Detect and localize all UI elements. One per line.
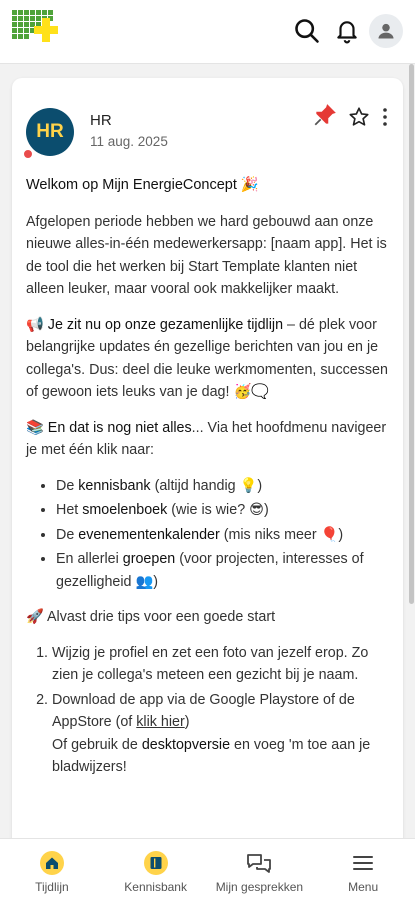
nav-label: Mijn gesprekken [215,880,304,894]
more-vertical-icon[interactable] [378,106,392,128]
megaphone-icon: 📢 [26,316,44,333]
pin-icon[interactable] [312,102,338,128]
list-item: • Het smoelenboek (wie is wie? 😎) [56,499,394,522]
avatar-badge-icon [22,148,34,160]
klik-hier-link[interactable]: klik hier [136,714,185,730]
top-bar [0,0,415,64]
tips-title: 🚀 Alvast drie tips voor een goede start [26,609,276,625]
post-author-avatar[interactable]: HR [26,108,74,156]
nav-item-tijdlijn[interactable] [0,839,104,900]
post-paragraph-3: 📚 En dat is nog niet alles... Via het hoofdmenu navigeer je met één klik naar: [26,419,387,458]
nav-item-mijn-gesprekken[interactable] [208,839,312,900]
post-paragraph-1: Afgelopen periode hebben we hard gebouwd aan onze nieuwe alles-in-één medewerkersapp: [naam app]. Het is de tool die het werken bij Start Template klanten niet alleen leuker, maar vooral ook makkelijker maakt. [26,213,387,297]
nav-label: Kennisbank [124,880,187,894]
list-item: • En allerlei groepen (voor projecten, interesses of gezelligheid 👥) [56,548,394,593]
bell-icon[interactable] [329,13,365,49]
menu-icon [349,849,377,877]
nav-label: Menu [348,880,379,894]
logo[interactable] [12,10,66,42]
post-date: 11 aug. 2025 [90,134,168,149]
timeline-feed[interactable] [0,64,415,838]
books-icon: 📚 [26,419,44,436]
nav-label: Tijdlijn [35,880,69,894]
scroll-thumb[interactable] [409,64,414,604]
star-icon[interactable] [348,106,370,128]
post-author[interactable]: HR [90,112,112,129]
book-icon [142,849,170,877]
bottom-nav [0,838,415,900]
feed-scrollbar[interactable] [409,64,414,838]
tips-list [52,642,394,779]
nav-item-menu[interactable] [311,839,415,900]
list-item: 1. Wijzig je profiel en zet een foto van jezelf erop. Zo zien je collega's meteen een gezicht bij je naam. [52,642,394,687]
post-title: Welkom op Mijn EnergieConcept 🎉 [26,177,259,193]
list-item: • De evenementenkalender (mis niks meer 🎈) [56,524,394,547]
user-avatar-icon[interactable] [369,14,403,48]
chat-icon [245,849,273,877]
home-icon [38,849,66,877]
post-card [12,78,403,838]
feature-list [56,475,394,594]
post-paragraph-2: 📢 Je zit nu op onze gezamenlijke tijdlijn – dé plek voor belangrijke updates én gezellige berichten van jou en je collega's. Dus: deel die leuke werkmomenten, successen of gewoon iets leuks van je dag! 🥳🗨️ [26,316,388,400]
list-item: • De kennisbank (altijd handig 💡) [56,475,394,498]
nav-item-kennisbank[interactable] [104,839,208,900]
list-item: 2. Download de app via de Google Playstore of de AppStore (of klik hier) Of gebruik de desktopversie en voeg 'm toe aan je bladwijzers! [52,689,394,779]
search-icon[interactable] [289,13,325,49]
post-body [26,174,394,792]
